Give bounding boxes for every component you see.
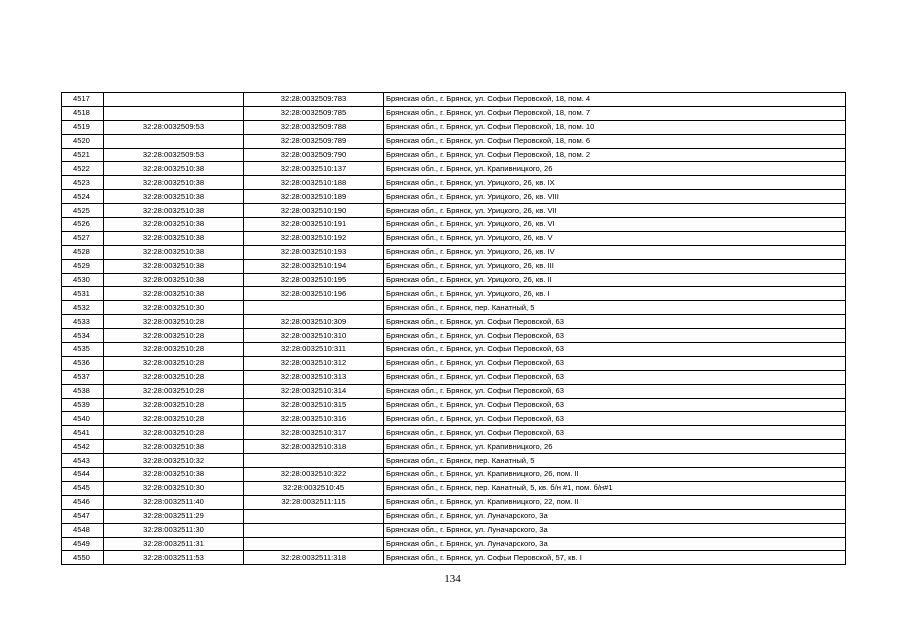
table-row — [62, 204, 846, 218]
table-row — [62, 370, 846, 384]
row-number-cell: 4542 — [62, 440, 104, 454]
cadastral-number-cell: 32:28:0032510:316 — [244, 412, 384, 426]
address-cell: Брянская обл., г. Брянск, ул. Софьи Перовской, 63 — [384, 370, 846, 384]
cadastral-number-cell: 32:28:0032509:785 — [244, 106, 384, 120]
row-number-cell: 4544 — [62, 468, 104, 482]
table-row — [62, 537, 846, 551]
table-row — [62, 440, 846, 454]
parcel-number-cell: 32:28:0032510:38 — [104, 190, 244, 204]
row-number-cell: 4522 — [62, 162, 104, 176]
row-number-cell: 4530 — [62, 273, 104, 287]
parcel-number-cell: 32:28:0032510:32 — [104, 454, 244, 468]
parcel-number-cell: 32:28:0032510:28 — [104, 315, 244, 329]
cadastral-number-cell: 32:28:0032510:190 — [244, 204, 384, 218]
table-row — [62, 231, 846, 245]
table-row — [62, 551, 846, 565]
table-row — [62, 259, 846, 273]
parcel-number-cell: 32:28:0032510:38 — [104, 204, 244, 218]
cadastral-number-cell: 32:28:0032510:137 — [244, 162, 384, 176]
parcel-number-cell — [104, 93, 244, 107]
row-number-cell: 4546 — [62, 495, 104, 509]
cadastral-number-cell: 32:28:0032510:193 — [244, 245, 384, 259]
address-cell: Брянская обл., г. Брянск, ул. Урицкого, 26, кв. III — [384, 259, 846, 273]
parcel-number-cell: 32:28:0032511:40 — [104, 495, 244, 509]
cadastral-number-cell: 32:28:0032510:315 — [244, 398, 384, 412]
address-cell: Брянская обл., г. Брянск, ул. Луначарского, 3а — [384, 523, 846, 537]
address-cell: Брянская обл., г. Брянск, ул. Софьи Перовской, 18, пом. 2 — [384, 148, 846, 162]
cadastral-number-cell: 32:28:0032509:790 — [244, 148, 384, 162]
address-cell: Брянская обл., г. Брянск, ул. Урицкого, 26, кв. IV — [384, 245, 846, 259]
address-cell: Брянская обл., г. Брянск, ул. Софьи Перовской, 63 — [384, 343, 846, 357]
table-row — [62, 509, 846, 523]
table-row — [62, 454, 846, 468]
address-cell: Брянская обл., г. Брянск, ул. Софьи Перовской, 18, пом. 7 — [384, 106, 846, 120]
address-cell: Брянская обл., г. Брянск, ул. Урицкого, 26, кв. II — [384, 273, 846, 287]
row-number-cell: 4526 — [62, 218, 104, 232]
row-number-cell: 4525 — [62, 204, 104, 218]
table-row — [62, 287, 846, 301]
row-number-cell: 4527 — [62, 231, 104, 245]
parcel-number-cell: 32:28:0032511:53 — [104, 551, 244, 565]
table-row — [62, 134, 846, 148]
row-number-cell: 4529 — [62, 259, 104, 273]
parcel-number-cell: 32:28:0032510:38 — [104, 468, 244, 482]
row-number-cell: 4548 — [62, 523, 104, 537]
address-cell: Брянская обл., г. Брянск, ул. Софьи Перовской, 63 — [384, 412, 846, 426]
row-number-cell: 4545 — [62, 481, 104, 495]
parcel-number-cell: 32:28:0032510:38 — [104, 162, 244, 176]
table-row — [62, 273, 846, 287]
parcel-number-cell: 32:28:0032510:28 — [104, 412, 244, 426]
row-number-cell: 4517 — [62, 93, 104, 107]
address-cell: Брянская обл., г. Брянск, ул. Софьи Перовской, 63 — [384, 356, 846, 370]
table-row — [62, 120, 846, 134]
table-row — [62, 481, 846, 495]
address-cell: Брянская обл., г. Брянск, ул. Крапивницкого, 26 — [384, 440, 846, 454]
cadastral-number-cell: 32:28:0032510:314 — [244, 384, 384, 398]
row-number-cell: 4520 — [62, 134, 104, 148]
cadastral-number-cell — [244, 537, 384, 551]
cadastral-number-cell — [244, 523, 384, 537]
parcel-number-cell: 32:28:0032510:38 — [104, 176, 244, 190]
table-row — [62, 329, 846, 343]
parcel-number-cell: 32:28:0032510:28 — [104, 398, 244, 412]
table-row — [62, 495, 846, 509]
row-number-cell: 4535 — [62, 343, 104, 357]
address-cell: Брянская обл., г. Брянск, ул. Крапивницкого, 26, пом. II — [384, 468, 846, 482]
address-cell: Брянская обл., г. Брянск, ул. Урицкого, 26, кв. V — [384, 231, 846, 245]
cadastral-number-cell: 32:28:0032510:313 — [244, 370, 384, 384]
cadastral-number-cell: 32:28:0032510:195 — [244, 273, 384, 287]
address-cell: Брянская обл., г. Брянск, ул. Софьи Перовской, 63 — [384, 398, 846, 412]
address-cell: Брянская обл., г. Брянск, ул. Софьи Перовской, 18, пом. 6 — [384, 134, 846, 148]
row-number-cell: 4537 — [62, 370, 104, 384]
table-row — [62, 106, 846, 120]
address-cell: Брянская обл., г. Брянск, ул. Урицкого, 26, кв. IX — [384, 176, 846, 190]
parcel-number-cell: 32:28:0032510:28 — [104, 329, 244, 343]
cadastral-number-cell — [244, 454, 384, 468]
parcel-number-cell: 32:28:0032510:28 — [104, 384, 244, 398]
cadastral-number-cell: 32:28:0032510:196 — [244, 287, 384, 301]
parcel-number-cell: 32:28:0032510:30 — [104, 301, 244, 315]
table-row — [62, 93, 846, 107]
parcel-number-cell: 32:28:0032511:30 — [104, 523, 244, 537]
row-number-cell: 4541 — [62, 426, 104, 440]
parcel-number-cell: 32:28:0032509:53 — [104, 148, 244, 162]
cadastral-number-cell: 32:28:0032510:317 — [244, 426, 384, 440]
cadastral-number-cell: 32:28:0032510:191 — [244, 218, 384, 232]
cadastral-number-cell: 32:28:0032510:189 — [244, 190, 384, 204]
registry-table — [61, 92, 846, 565]
table-row — [62, 384, 846, 398]
table-row — [62, 162, 846, 176]
address-cell: Брянская обл., г. Брянск, ул. Софьи Перовской, 57, кв. I — [384, 551, 846, 565]
row-number-cell: 4523 — [62, 176, 104, 190]
table-row — [62, 190, 846, 204]
address-cell: Брянская обл., г. Брянск, пер. Канатный, 5 — [384, 454, 846, 468]
table-row — [62, 218, 846, 232]
cadastral-number-cell: 32:28:0032509:788 — [244, 120, 384, 134]
address-cell: Брянская обл., г. Брянск, ул. Софьи Перовской, 63 — [384, 384, 846, 398]
table-row — [62, 315, 846, 329]
table-row — [62, 356, 846, 370]
row-number-cell: 4531 — [62, 287, 104, 301]
cadastral-number-cell: 32:28:0032510:194 — [244, 259, 384, 273]
row-number-cell: 4532 — [62, 301, 104, 315]
cadastral-number-cell: 32:28:0032511:318 — [244, 551, 384, 565]
cadastral-number-cell — [244, 509, 384, 523]
cadastral-number-cell: 32:28:0032510:192 — [244, 231, 384, 245]
cadastral-number-cell: 32:28:0032510:310 — [244, 329, 384, 343]
row-number-cell: 4550 — [62, 551, 104, 565]
cadastral-number-cell: 32:28:0032511:115 — [244, 495, 384, 509]
parcel-number-cell — [104, 106, 244, 120]
table-row — [62, 245, 846, 259]
row-number-cell: 4524 — [62, 190, 104, 204]
row-number-cell: 4543 — [62, 454, 104, 468]
table-row — [62, 176, 846, 190]
parcel-number-cell: 32:28:0032510:28 — [104, 370, 244, 384]
parcel-number-cell: 32:28:0032510:30 — [104, 481, 244, 495]
row-number-cell: 4540 — [62, 412, 104, 426]
cadastral-number-cell: 32:28:0032510:318 — [244, 440, 384, 454]
cadastral-number-cell: 32:28:0032510:309 — [244, 315, 384, 329]
address-cell: Брянская обл., г. Брянск, пер. Канатный, 5 — [384, 301, 846, 315]
parcel-number-cell: 32:28:0032510:28 — [104, 356, 244, 370]
row-number-cell: 4547 — [62, 509, 104, 523]
cadastral-number-cell: 32:28:0032510:312 — [244, 356, 384, 370]
address-cell: Брянская обл., г. Брянск, ул. Луначарского, 3а — [384, 537, 846, 551]
parcel-number-cell: 32:28:0032510:38 — [104, 218, 244, 232]
page-number: 134 — [444, 573, 461, 585]
cadastral-number-cell: 32:28:0032510:322 — [244, 468, 384, 482]
address-cell: Брянская обл., г. Брянск, ул. Софьи Перовской, 18, пом. 4 — [384, 93, 846, 107]
cadastral-number-cell: 32:28:0032509:789 — [244, 134, 384, 148]
row-number-cell: 4521 — [62, 148, 104, 162]
row-number-cell: 4519 — [62, 120, 104, 134]
row-number-cell: 4549 — [62, 537, 104, 551]
row-number-cell: 4536 — [62, 356, 104, 370]
table-row — [62, 468, 846, 482]
cadastral-number-cell — [244, 301, 384, 315]
parcel-number-cell: 32:28:0032510:38 — [104, 231, 244, 245]
cadastral-number-cell: 32:28:0032509:783 — [244, 93, 384, 107]
row-number-cell: 4528 — [62, 245, 104, 259]
address-cell: Брянская обл., г. Брянск, пер. Канатный, 5, кв. б/н #1, пом. б/н#1 — [384, 481, 846, 495]
row-number-cell: 4518 — [62, 106, 104, 120]
parcel-number-cell: 32:28:0032510:28 — [104, 343, 244, 357]
parcel-number-cell: 32:28:0032511:31 — [104, 537, 244, 551]
address-cell: Брянская обл., г. Брянск, ул. Урицкого, 26, кв. VI — [384, 218, 846, 232]
table-row — [62, 148, 846, 162]
address-cell: Брянская обл., г. Брянск, ул. Софьи Перовской, 63 — [384, 315, 846, 329]
address-cell: Брянская обл., г. Брянск, ул. Урицкого, 26, кв. VII — [384, 204, 846, 218]
cadastral-number-cell: 32:28:0032510:311 — [244, 343, 384, 357]
table-row — [62, 398, 846, 412]
parcel-number-cell: 32:28:0032510:38 — [104, 273, 244, 287]
address-cell: Брянская обл., г. Брянск, ул. Софьи Перовской, 18, пом. 10 — [384, 120, 846, 134]
parcel-number-cell — [104, 134, 244, 148]
table-row — [62, 523, 846, 537]
address-cell: Брянская обл., г. Брянск, ул. Луначарского, 3а — [384, 509, 846, 523]
cadastral-number-cell: 32:28:0032510:45 — [244, 481, 384, 495]
parcel-number-cell: 32:28:0032509:53 — [104, 120, 244, 134]
row-number-cell: 4539 — [62, 398, 104, 412]
table-row — [62, 301, 846, 315]
address-cell: Брянская обл., г. Брянск, ул. Урицкого, 26, кв. VIII — [384, 190, 846, 204]
address-cell: Брянская обл., г. Брянск, ул. Урицкого, 26, кв. I — [384, 287, 846, 301]
parcel-number-cell: 32:28:0032510:28 — [104, 426, 244, 440]
address-cell: Брянская обл., г. Брянск, ул. Софьи Перовской, 63 — [384, 426, 846, 440]
address-cell: Брянская обл., г. Брянск, ул. Софьи Перовской, 63 — [384, 329, 846, 343]
table-row — [62, 412, 846, 426]
row-number-cell: 4534 — [62, 329, 104, 343]
cadastral-number-cell: 32:28:0032510:188 — [244, 176, 384, 190]
parcel-number-cell: 32:28:0032510:38 — [104, 259, 244, 273]
address-cell: Брянская обл., г. Брянск, ул. Крапивницкого, 26 — [384, 162, 846, 176]
table-row — [62, 343, 846, 357]
parcel-number-cell: 32:28:0032511:29 — [104, 509, 244, 523]
parcel-number-cell: 32:28:0032510:38 — [104, 287, 244, 301]
parcel-number-cell: 32:28:0032510:38 — [104, 440, 244, 454]
registry-table-body — [62, 93, 846, 565]
table-row — [62, 426, 846, 440]
row-number-cell: 4533 — [62, 315, 104, 329]
row-number-cell: 4538 — [62, 384, 104, 398]
parcel-number-cell: 32:28:0032510:38 — [104, 245, 244, 259]
address-cell: Брянская обл., г. Брянск, ул. Крапивницкого, 22, пом. II — [384, 495, 846, 509]
